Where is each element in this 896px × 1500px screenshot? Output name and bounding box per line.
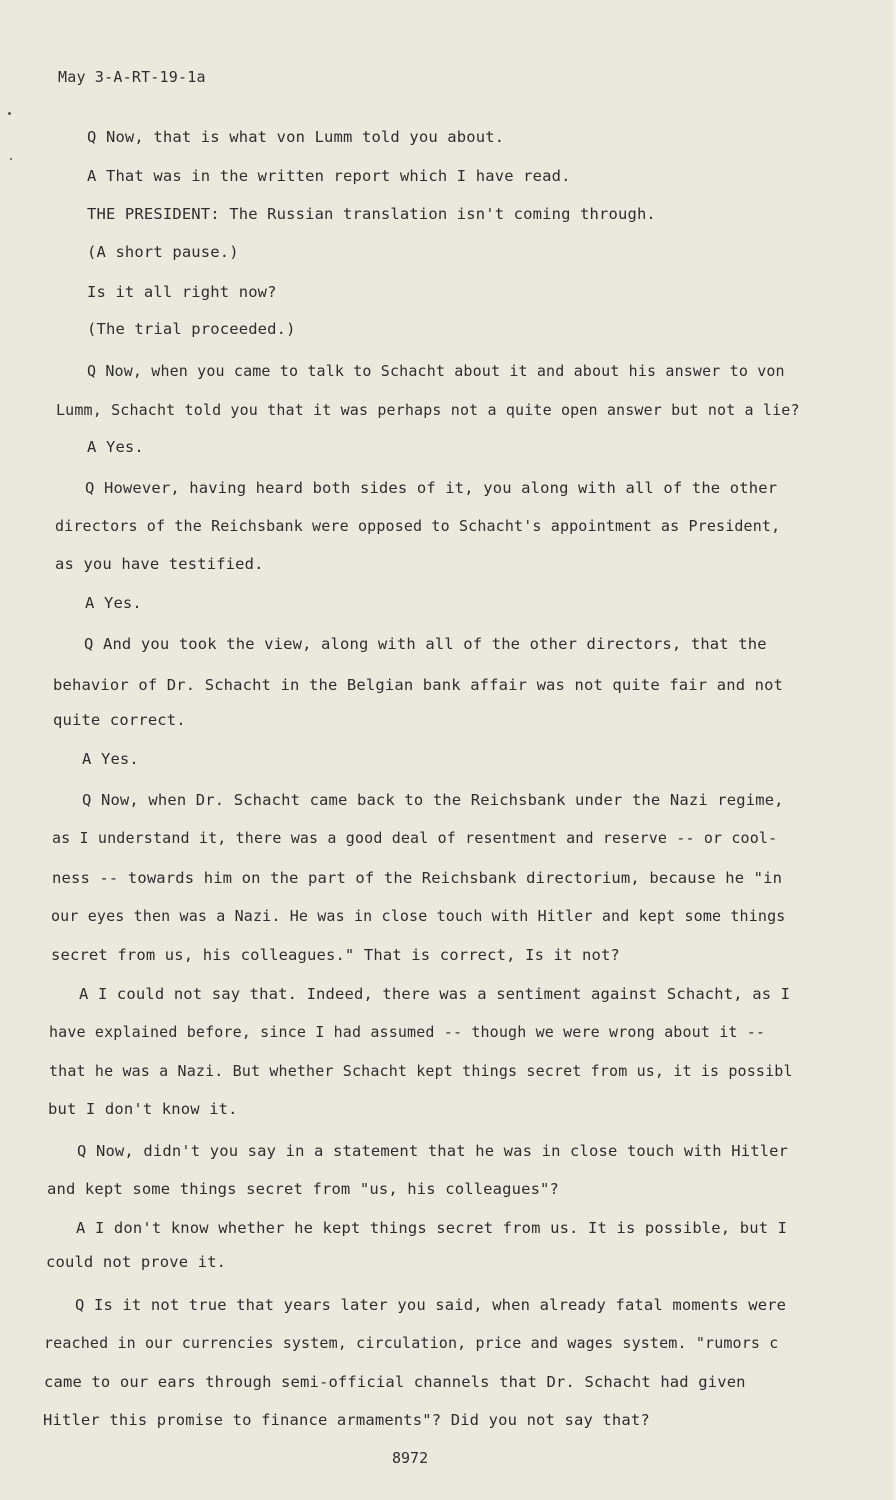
margin-speck [10,158,12,160]
transcript-line: A I don't know whether he kept things secret from us. It is possible, but I [76,1219,788,1237]
transcript-line: that he was a Nazi. But whether Schacht kept things secret from us, it is possibl [49,1062,793,1080]
transcript-line: have explained before, since I had assumed -- though we were wrong about it -- [49,1023,766,1041]
transcript-line: but I don't know it. [48,1100,238,1118]
transcript-line: (The trial proceeded.) [87,320,296,338]
transcript-line: Q Now, that is what von Lumm told you about. [87,128,505,146]
transcript-line: as I understand it, there was a good deal of resentment and reserve -- or cool- [52,829,778,847]
transcript-line: directors of the Reichsbank were opposed to Schacht's appointment as President, [55,517,781,535]
transcript-line: our eyes then was a Nazi. He was in close touch with Hitler and kept some things [51,907,786,925]
transcript-line: as you have testified. [55,555,264,573]
margin-speck [8,112,11,115]
transcript-line: quite correct. [53,711,186,729]
transcript-line: behavior of Dr. Schacht in the Belgian bank affair was not quite fair and not [53,676,784,694]
transcript-line: Q Now, when Dr. Schacht came back to the Reichsbank under the Nazi regime, [82,791,784,809]
document-reference: May 3-A-RT-19-1a [58,68,206,86]
transcript-line: A I could not say that. Indeed, there was a sentiment against Schacht, as I [79,985,791,1003]
transcript-line: ness -- towards him on the part of the Reichsbank directorium, because he "in [52,869,783,887]
transcript-line: Q Is it not true that years later you said, when already fatal moments were [75,1296,787,1314]
transcript-line: A Yes. [87,438,144,456]
transcript-line: (A short pause.) [87,243,239,261]
page-number: 8972 [392,1449,429,1467]
transcript-line: Is it all right now? [87,283,277,301]
transcript-line: A That was in the written report which I have read. [87,167,571,185]
transcript-line: Lumm, Schacht told you that it was perhaps not a quite open answer but not a lie? [56,401,800,419]
transcript-line: Q However, having heard both sides of it, you along with all of the other [85,479,778,497]
transcript-line: secret from us, his colleagues." That is correct, Is it not? [51,946,620,964]
transcript-line: Q Now, didn't you say in a statement that he was in close touch with Hitler [77,1142,789,1160]
transcript-line: A Yes. [85,594,142,612]
transcript-line: Q And you took the view, along with all of the other directors, that the [84,635,767,653]
transcript-line: reached in our currencies system, circulation, price and wages system. "rumors c [44,1334,779,1352]
transcript-line: THE PRESIDENT: The Russian translation isn't coming through. [87,205,656,223]
transcript-line: could not prove it. [46,1253,227,1271]
transcript-line: Hitler this promise to finance armaments"? Did you not say that? [43,1411,650,1429]
transcript-line: came to our ears through semi-official channels that Dr. Schacht had given [44,1373,746,1391]
transcript-line: A Yes. [82,750,139,768]
transcript-line: and kept some things secret from "us, his colleagues"? [47,1180,560,1198]
transcript-line: Q Now, when you came to talk to Schacht about it and about his answer to von [87,362,785,380]
